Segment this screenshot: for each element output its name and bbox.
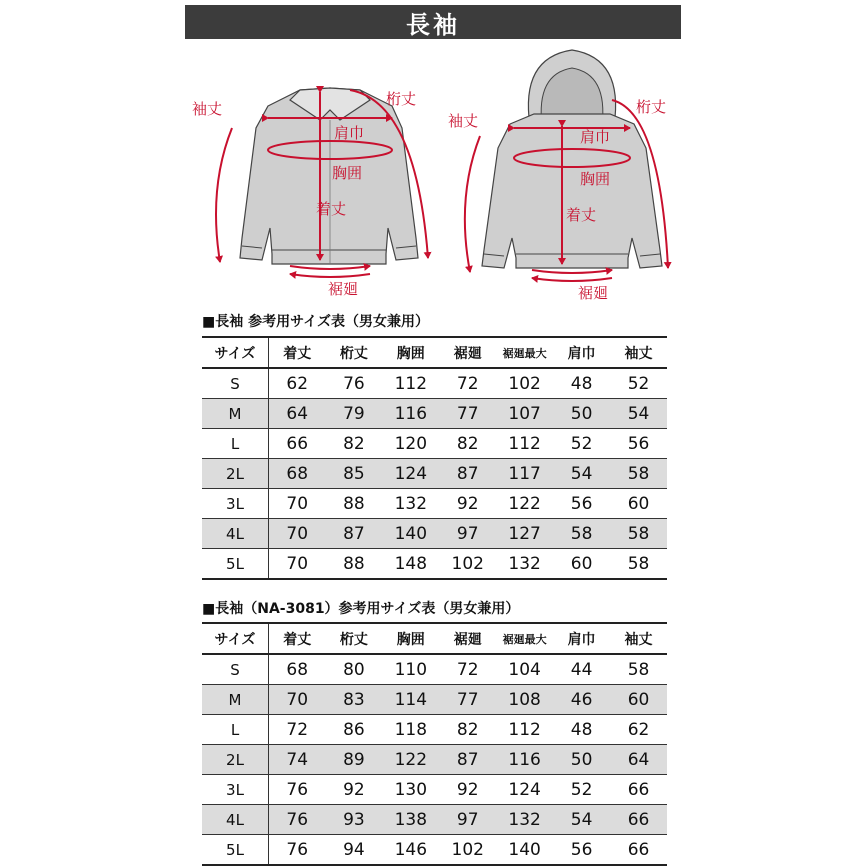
cell: 130 <box>382 775 439 805</box>
header-chest: 胸囲 <box>382 623 439 654</box>
cell: L <box>202 715 269 745</box>
header-shoulder: 肩巾 <box>553 337 610 368</box>
cell: S <box>202 654 269 685</box>
cell: 82 <box>439 429 496 459</box>
cell: 52 <box>553 775 610 805</box>
cell: 4L <box>202 519 269 549</box>
cell: 138 <box>382 805 439 835</box>
cell: 68 <box>269 654 326 685</box>
cell: 107 <box>496 399 553 429</box>
cell: 97 <box>439 519 496 549</box>
cell: 116 <box>496 745 553 775</box>
cell: 60 <box>553 549 610 580</box>
cell: 148 <box>382 549 439 580</box>
header-shoulder: 肩巾 <box>553 623 610 654</box>
table-header-row <box>202 623 667 654</box>
cell: 85 <box>325 459 382 489</box>
garment-illustrations <box>180 28 700 308</box>
cell: 112 <box>382 368 439 399</box>
cell: 70 <box>269 549 326 580</box>
cell: 87 <box>325 519 382 549</box>
cell: M <box>202 399 269 429</box>
cell: 52 <box>553 429 610 459</box>
jacket-sleeve-label: 袖丈 <box>192 100 223 118</box>
jacket-yuki-label: 桁丈 <box>386 90 417 108</box>
cell: 117 <box>496 459 553 489</box>
cell: 54 <box>610 399 667 429</box>
cell: 48 <box>553 715 610 745</box>
cell: 92 <box>325 775 382 805</box>
jacket-illustration <box>240 88 418 264</box>
table-row <box>202 429 667 459</box>
cell: 58 <box>610 654 667 685</box>
cell: 5L <box>202 549 269 580</box>
cell: 110 <box>382 654 439 685</box>
cell: 44 <box>553 654 610 685</box>
table-row <box>202 805 667 835</box>
table-header-row <box>202 337 667 368</box>
cell: L <box>202 429 269 459</box>
cell: 114 <box>382 685 439 715</box>
cell: 122 <box>496 489 553 519</box>
cell: 79 <box>325 399 382 429</box>
cell: 66 <box>610 805 667 835</box>
cell: 76 <box>269 805 326 835</box>
cell: 50 <box>553 399 610 429</box>
table-row <box>202 519 667 549</box>
hoodie-hem-label: 裾廻 <box>578 284 609 302</box>
cell: 56 <box>553 835 610 866</box>
cell: 89 <box>325 745 382 775</box>
cell: 50 <box>553 745 610 775</box>
cell: 68 <box>269 459 326 489</box>
table-row <box>202 399 667 429</box>
cell: 77 <box>439 399 496 429</box>
cell: 60 <box>610 489 667 519</box>
cell: 72 <box>439 368 496 399</box>
cell: 76 <box>325 368 382 399</box>
cell: 102 <box>439 549 496 580</box>
cell: 82 <box>325 429 382 459</box>
cell: 76 <box>269 775 326 805</box>
cell: 54 <box>553 805 610 835</box>
cell: 58 <box>610 459 667 489</box>
cell: 56 <box>553 489 610 519</box>
cell: 46 <box>553 685 610 715</box>
hoodie-shoulder-label: 肩巾 <box>580 128 611 146</box>
hoodie-illustration <box>482 50 662 268</box>
jacket-chest-label: 胸囲 <box>332 164 363 182</box>
hoodie-length-label: 着丈 <box>566 206 597 224</box>
cell: 124 <box>496 775 553 805</box>
cell: 97 <box>439 805 496 835</box>
cell: 87 <box>439 745 496 775</box>
cell: 76 <box>269 835 326 866</box>
cell: 132 <box>496 805 553 835</box>
table-row <box>202 685 667 715</box>
cell: 72 <box>439 654 496 685</box>
header-length: 着丈 <box>269 623 326 654</box>
cell: 60 <box>610 685 667 715</box>
cell: 77 <box>439 685 496 715</box>
cell: 86 <box>325 715 382 745</box>
header-length: 着丈 <box>269 337 326 368</box>
cell: 58 <box>553 519 610 549</box>
cell: 146 <box>382 835 439 866</box>
cell: 58 <box>610 519 667 549</box>
header-yuki: 桁丈 <box>325 623 382 654</box>
cell: 132 <box>382 489 439 519</box>
table-row <box>202 835 667 866</box>
table-row <box>202 368 667 399</box>
jacket-hem-label: 裾廻 <box>328 280 359 298</box>
table-row <box>202 715 667 745</box>
cell: 140 <box>496 835 553 866</box>
cell: 140 <box>382 519 439 549</box>
measurement-diagram <box>180 28 700 308</box>
cell: 104 <box>496 654 553 685</box>
cell: 112 <box>496 715 553 745</box>
cell: 132 <box>496 549 553 580</box>
table-row <box>202 549 667 580</box>
cell: 93 <box>325 805 382 835</box>
table-row <box>202 459 667 489</box>
cell: 120 <box>382 429 439 459</box>
cell: 102 <box>496 368 553 399</box>
cell: 2L <box>202 745 269 775</box>
cell: 4L <box>202 805 269 835</box>
cell: 94 <box>325 835 382 866</box>
cell: 66 <box>269 429 326 459</box>
header-size: サイズ <box>202 337 269 368</box>
cell: 64 <box>269 399 326 429</box>
cell: 2L <box>202 459 269 489</box>
cell: 66 <box>610 835 667 866</box>
cell: 70 <box>269 685 326 715</box>
cell: 87 <box>439 459 496 489</box>
size-table-2 <box>202 622 667 866</box>
hoodie-chest-label: 胸囲 <box>580 170 611 188</box>
cell: 122 <box>382 745 439 775</box>
header-chest: 胸囲 <box>382 337 439 368</box>
jacket-shoulder-label: 肩巾 <box>334 124 365 142</box>
hoodie-yuki-label: 桁丈 <box>636 98 667 116</box>
hoodie-sleeve-label: 袖丈 <box>448 112 479 130</box>
cell: 118 <box>382 715 439 745</box>
table1-title: ■長袖 参考用サイズ表（男女兼用） <box>202 314 429 330</box>
cell: S <box>202 368 269 399</box>
cell: 80 <box>325 654 382 685</box>
cell: 66 <box>610 775 667 805</box>
table2-title: ■長袖（NA-3081）参考用サイズ表（男女兼用） <box>202 601 520 617</box>
cell: 58 <box>610 549 667 580</box>
table-row <box>202 654 667 685</box>
cell: 3L <box>202 489 269 519</box>
cell: 127 <box>496 519 553 549</box>
table-row <box>202 489 667 519</box>
header-hem-max: 裾廻最大 <box>496 623 553 654</box>
cell: 62 <box>269 368 326 399</box>
header-hem: 裾廻 <box>439 337 496 368</box>
cell: 92 <box>439 489 496 519</box>
cell: 52 <box>610 368 667 399</box>
cell: 70 <box>269 519 326 549</box>
cell: 48 <box>553 368 610 399</box>
cell: 83 <box>325 685 382 715</box>
cell: 62 <box>610 715 667 745</box>
header-sleeve: 袖丈 <box>610 337 667 368</box>
cell: 88 <box>325 549 382 580</box>
cell: 5L <box>202 835 269 866</box>
cell: 116 <box>382 399 439 429</box>
jacket-length-label: 着丈 <box>316 200 347 218</box>
header-hem: 裾廻 <box>439 623 496 654</box>
cell: 54 <box>553 459 610 489</box>
cell: M <box>202 685 269 715</box>
header-sleeve: 袖丈 <box>610 623 667 654</box>
header-yuki: 桁丈 <box>325 337 382 368</box>
cell: 124 <box>382 459 439 489</box>
table-row <box>202 745 667 775</box>
cell: 102 <box>439 835 496 866</box>
header-size: サイズ <box>202 623 269 654</box>
cell: 64 <box>610 745 667 775</box>
cell: 108 <box>496 685 553 715</box>
cell: 92 <box>439 775 496 805</box>
header-hem-max: 裾廻最大 <box>496 337 553 368</box>
cell: 3L <box>202 775 269 805</box>
cell: 88 <box>325 489 382 519</box>
cell: 70 <box>269 489 326 519</box>
cell: 112 <box>496 429 553 459</box>
cell: 82 <box>439 715 496 745</box>
size-table-1 <box>202 336 667 580</box>
cell: 72 <box>269 715 326 745</box>
cell: 56 <box>610 429 667 459</box>
cell: 74 <box>269 745 326 775</box>
page-title: 長袖 <box>185 5 681 39</box>
table-row <box>202 775 667 805</box>
